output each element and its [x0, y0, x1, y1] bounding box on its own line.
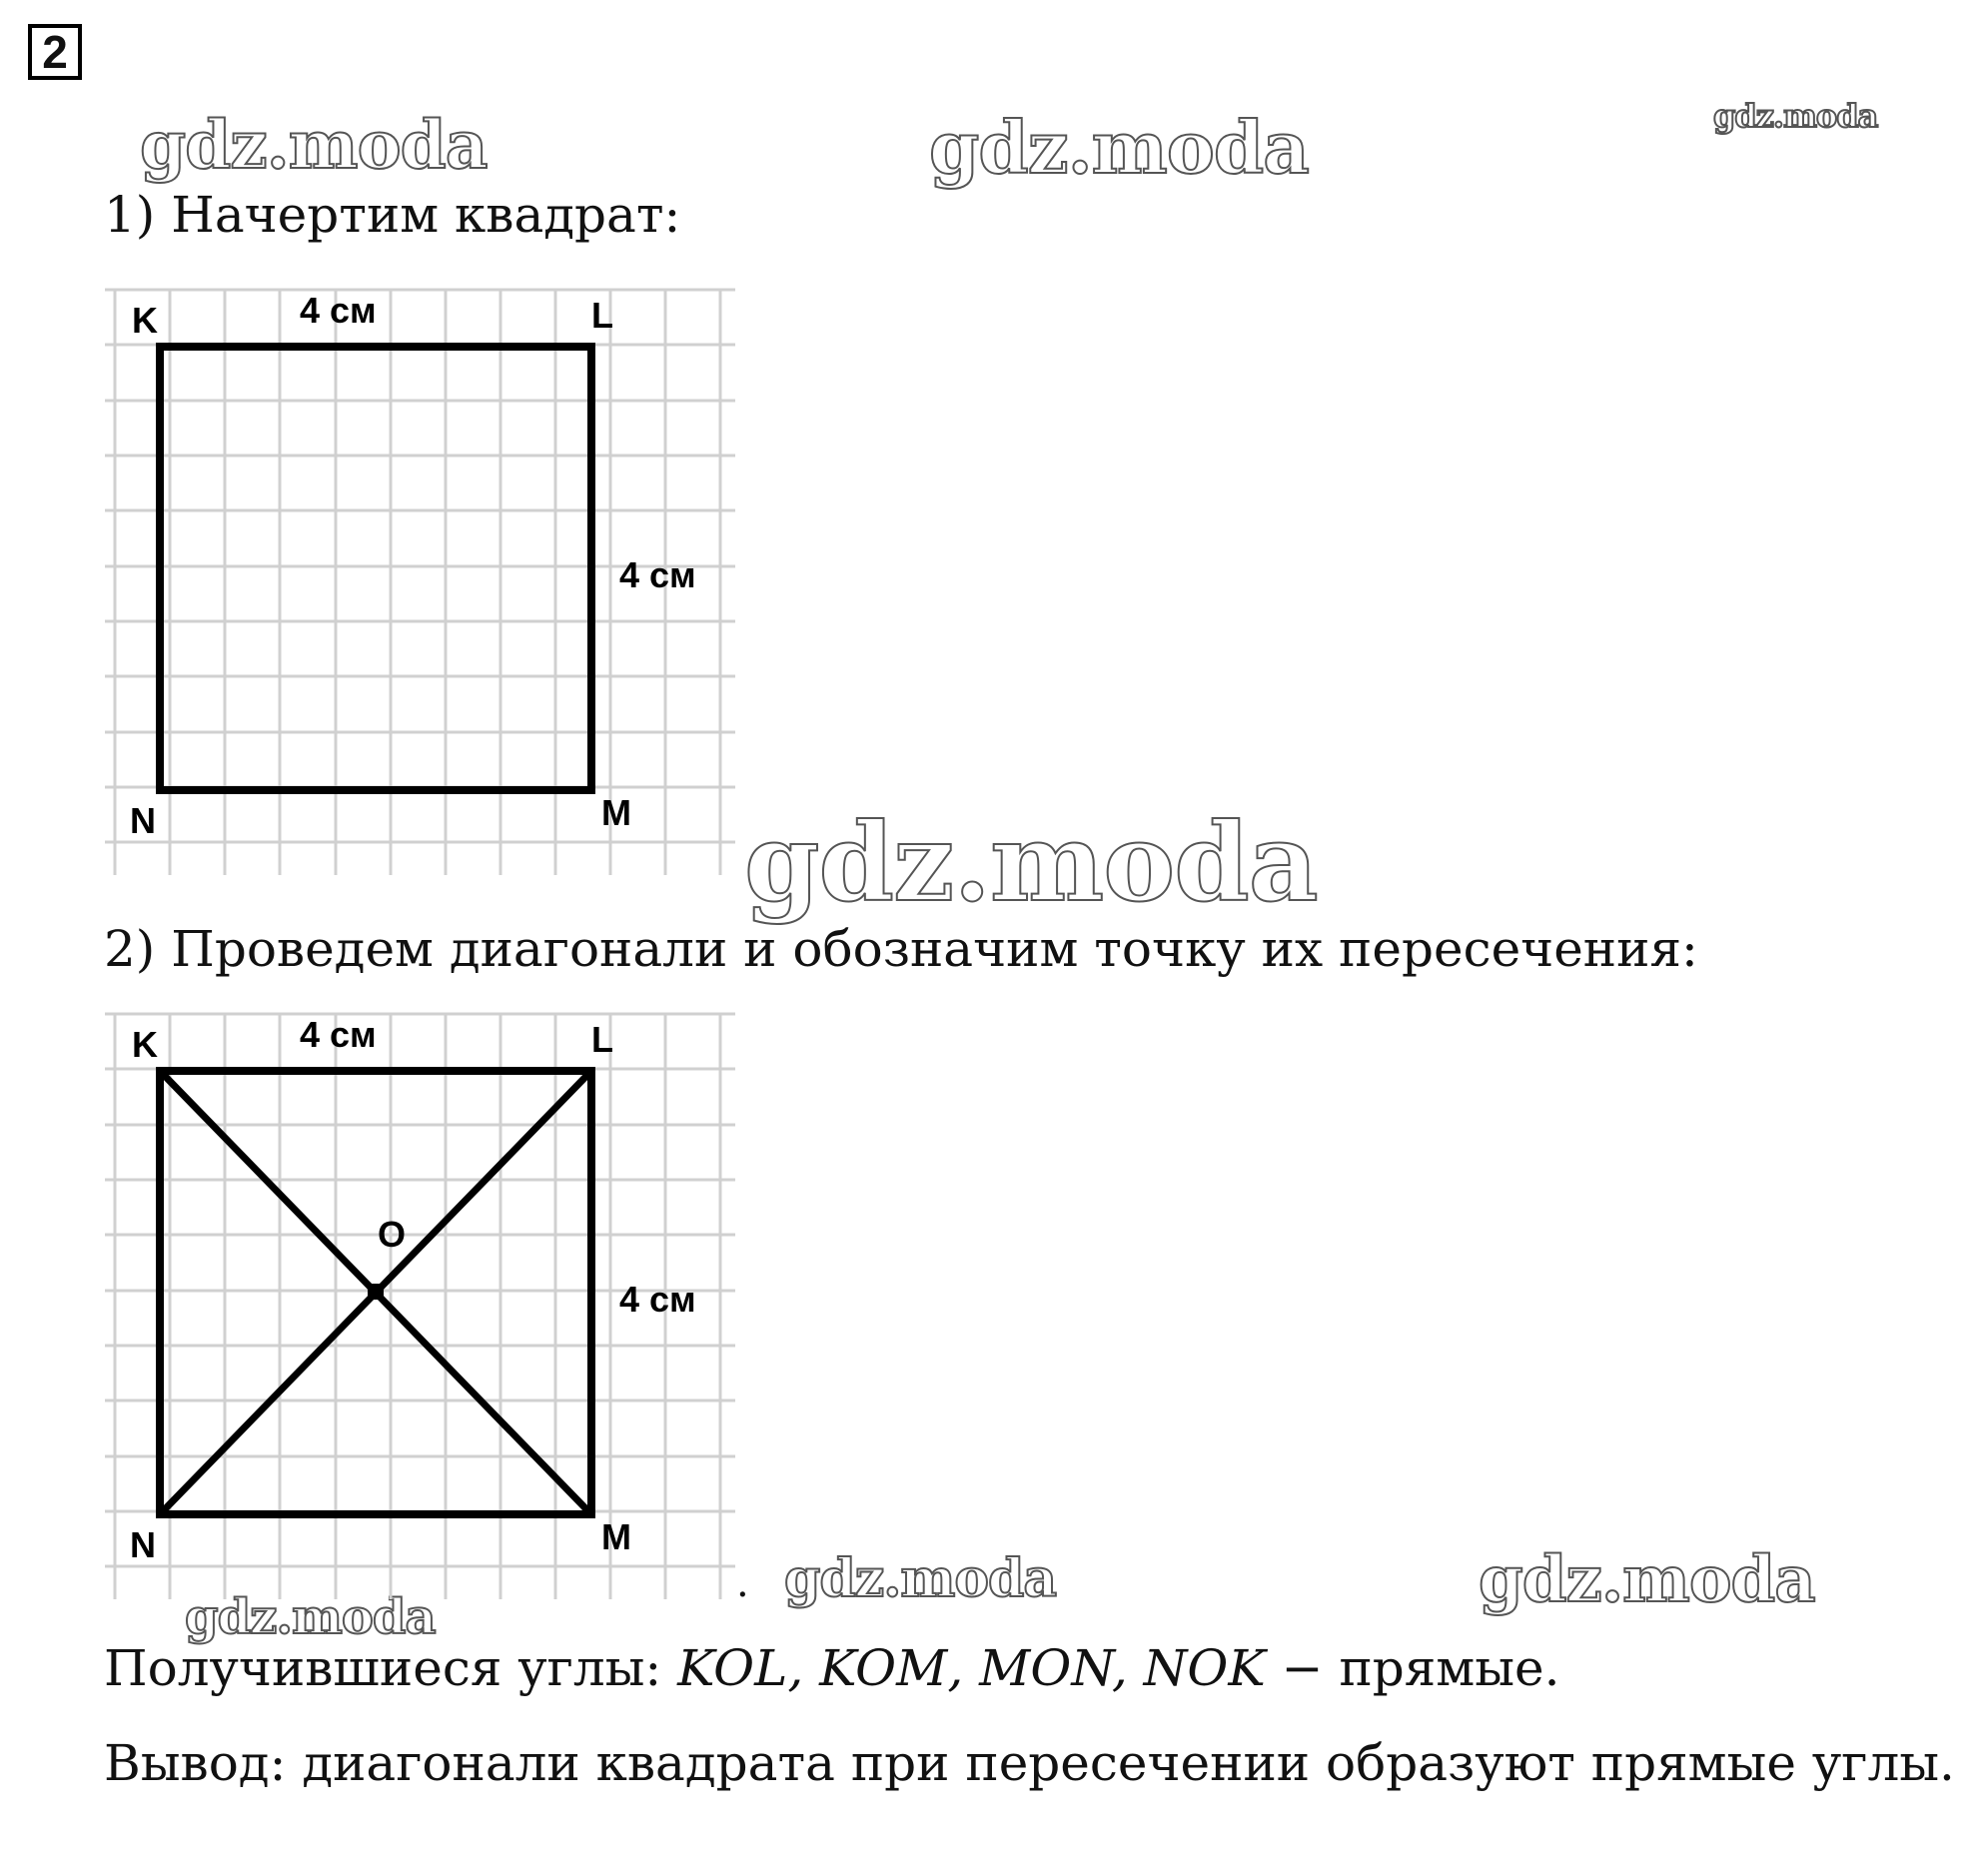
point-o-label: O [378, 1214, 407, 1255]
side-top-length: 4 см [300, 290, 377, 331]
watermark: gdz.moda [140, 106, 488, 184]
trailing-dot: . [736, 1560, 749, 1606]
watermark: gdz.moda [1479, 1542, 1815, 1617]
vertex-m-label: M [601, 1516, 631, 1557]
side-right-length: 4 см [619, 1279, 696, 1320]
result-prefix: Получившиеся углы: [104, 1639, 678, 1697]
vertex-k-label: K [132, 300, 158, 341]
side-top-length: 4 см [300, 1014, 377, 1055]
result-angles: KOL, KOM, MON, NOK [677, 1639, 1266, 1697]
vertex-k-label: K [132, 1024, 158, 1065]
result-suffix: − прямые. [1265, 1639, 1560, 1697]
watermark: gdz.moda [784, 1548, 1057, 1609]
watermark: gdz.moda [185, 1589, 436, 1645]
task-number-box: 2 [28, 24, 82, 80]
conclusion-text: Вывод: диагонали квадрата при пересечении образуют прямые углы. [104, 1734, 1955, 1792]
vertex-l-label: L [591, 295, 613, 336]
square-figure [100, 278, 739, 877]
step2-text: 2) Проведем диагонали и обозначим точку их пересечения: [104, 920, 1698, 978]
side-right-length: 4 см [619, 554, 696, 595]
vertex-n-label: N [130, 800, 156, 841]
vertex-l-label: L [591, 1019, 613, 1060]
vertex-n-label: N [130, 1524, 156, 1565]
intersection-point-o [368, 1284, 384, 1300]
result-text [104, 1639, 1560, 1697]
square-diagonals-figure [100, 1002, 739, 1601]
vertex-m-label: M [601, 792, 631, 833]
watermark: gdz.moda [1713, 97, 1878, 135]
step1-text: 1) Начертим квадрат: [104, 186, 681, 244]
watermark: gdz.moda [929, 105, 1309, 190]
watermark: gdz.moda [744, 800, 1318, 926]
